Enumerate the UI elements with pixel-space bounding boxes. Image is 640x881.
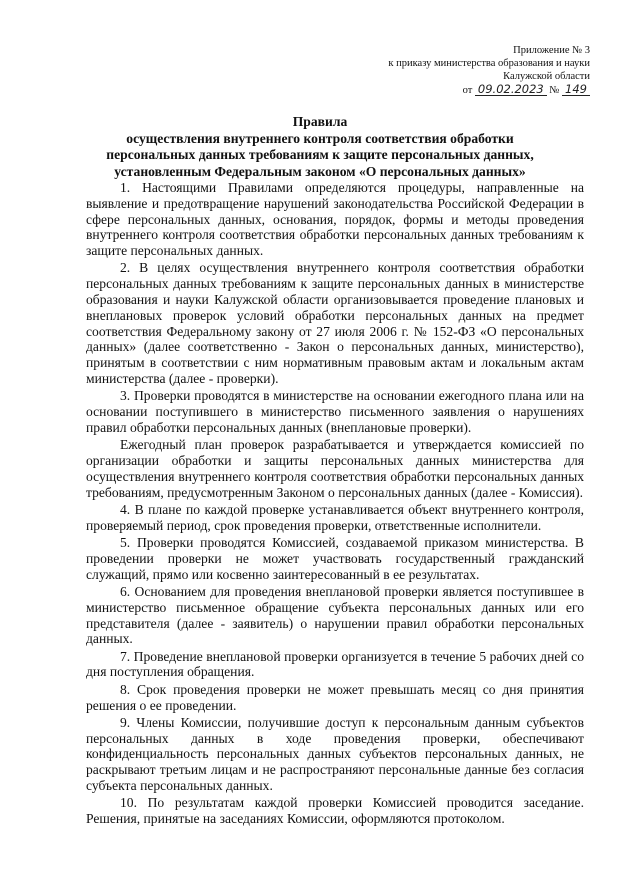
date-prefix: от: [462, 85, 473, 96]
number-prefix: №: [549, 85, 560, 96]
paragraph-3: 3. Проверки проводятся в министерстве на основании ежегодного плана или на основании поступившего в министерство письменного заявления о нарушениях правил обработки персональных данных (внеплановые проверки).: [86, 388, 584, 435]
paragraph-10: 10. По результатам каждой проверки Комиссией проводится заседание. Решения, принятые на заседаниях Комиссии, оформляются протоколом.: [86, 795, 584, 827]
appendix-date-line: [330, 83, 590, 97]
paragraph-2: 2. В целях осуществления внутреннего контроля соответствия обработки персональных данных требованиям к защите персональных данных в министерстве образования и науки Калужской области организовывается проведение плановых и внеплановых проверок условий обработки персональных данных на предмет соответствия Федеральному закону от 27 июля 2006 г. № 152-ФЗ «О персональных данных» (далее соответственно - Закон о персональных данных, министерство), принятым в соответствии с ним нормативным правовым актам и локальным актам министерства (далее - проверки).: [86, 260, 584, 387]
paragraph-1: 1. Настоящими Правилами определяются процедуры, направленные на выявление и предотвращение нарушений законодательства Российской Федерации в сфере персональных данных, основания, порядок, формы и методы проведения внутреннего контроля соответствия обработки персональных данных требованиям к защите персональных данных.: [86, 180, 584, 259]
title-heading: Правила: [292, 114, 348, 129]
document-title: [95, 114, 545, 180]
appendix-line-3: Калужской области: [503, 71, 590, 82]
paragraph-8: 8. Срок проведения проверки не может превышать месяц со дня принятия решения о ее проведении.: [86, 681, 584, 713]
paragraph-4: 4. В плане по каждой проверке устанавливается объект внутреннего контроля, проверяемый период, срок проведения проверки, ответственные исполнители.: [86, 501, 584, 533]
appendix-line-2: к приказу министерства образования и науки: [388, 58, 590, 69]
document-body: [86, 180, 584, 828]
handwritten-date: 09.02.2023: [475, 83, 547, 96]
handwritten-number: 149: [562, 83, 590, 96]
paragraph-6: 6. Основанием для проведения внеплановой проверки является поступившее в министерство письменное обращение субъекта персональных данных или его представителя (далее - заявитель) о нарушении правил обработки персональных данных.: [86, 583, 584, 647]
paragraph-9: 9. Члены Комиссии, получившие доступ к персональным данным субъектов персональных данных в ходе проведения проверки, обеспечивают конфиденциальность персональных данных субъектов персональных данных, не раскрывают третьим лицам и не распространяют персональные данные без согласия субъекта персональных данных.: [86, 714, 584, 793]
appendix-line-1: Приложение № 3: [513, 45, 590, 56]
paragraph-7: 7. Проведение внеплановой проверки организуется в течение 5 рабочих дней со дня поступления обращения.: [86, 648, 584, 680]
title-subtitle: осуществления внутреннего контроля соответствия обработки персональных данных требованиям к защите персональных данных, установленным Федеральным законом «О персональных данных»: [106, 130, 534, 179]
appendix-block: [330, 44, 590, 97]
paragraph-3-plan: Ежегодный план проверок разрабатывается и утверждается комиссией по организации обработки и защиты персональных данных министерства для осуществления внутреннего контроля соответствия обработки персональных данных требованиям, предусмотренным Законом о персональных данных (далее - Комиссия).: [86, 437, 584, 500]
paragraph-5: 5. Проверки проводятся Комиссией, создаваемой приказом министерства. В проведении проверки не может участвовать государственный гражданский служащий, прямо или косвенно заинтересованный в ее результатах.: [86, 535, 584, 582]
